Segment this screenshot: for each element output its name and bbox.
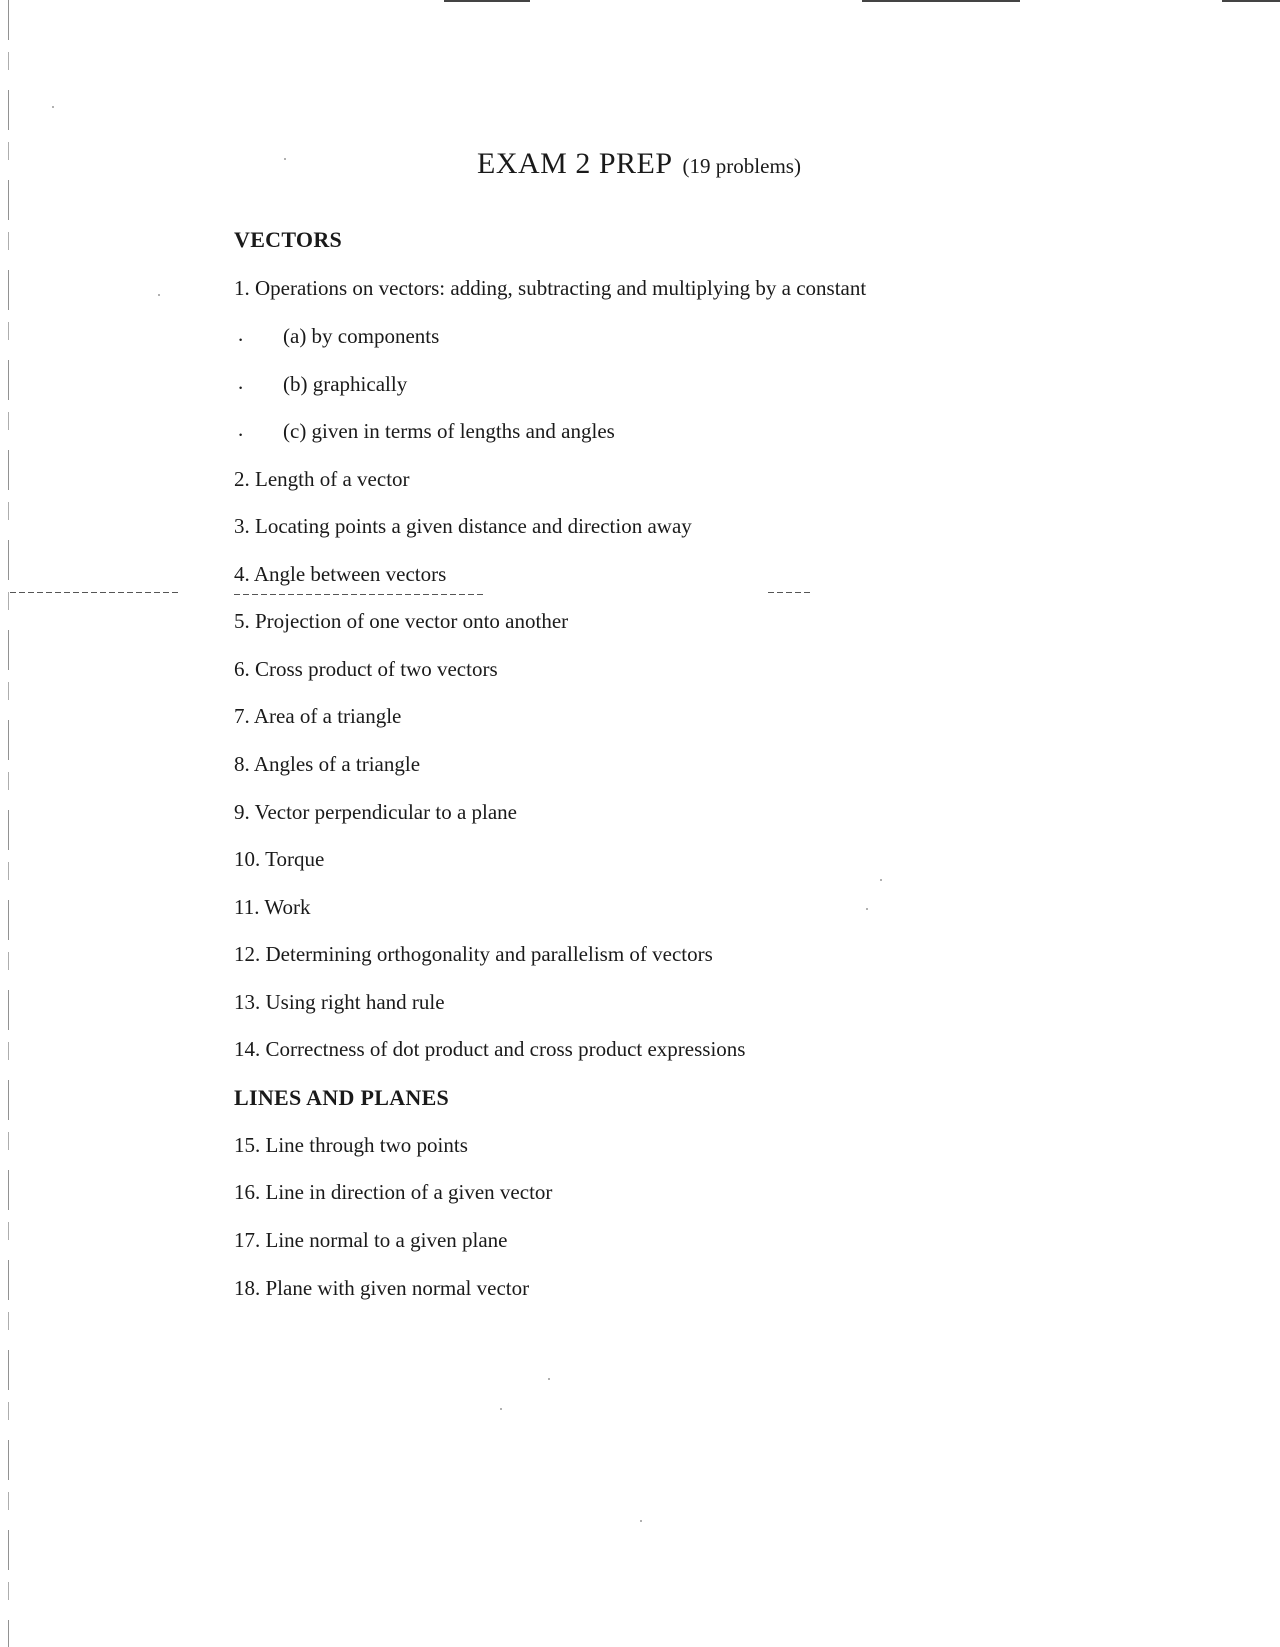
- bullet-dot: .: [238, 322, 244, 346]
- list-item: 9. Vector perpendicular to a plane: [234, 800, 517, 824]
- list-item: 8. Angles of a triangle: [234, 752, 421, 776]
- scan-top-mark: [444, 0, 530, 2]
- list-item: 13. Using right hand rule: [234, 990, 445, 1014]
- section-heading-lines-and-planes: LINES AND PLANES: [234, 1085, 450, 1110]
- list-item: 3. Locating points a given distance and direction away: [234, 514, 692, 538]
- list-item: 1. Operations on vectors: adding, subtracting and multiplying by a constant: [234, 276, 867, 300]
- list-item: 18. Plane with given normal vector: [234, 1276, 530, 1300]
- title-subtitle: (19 problems): [682, 154, 801, 178]
- scan-dash-mark: [768, 592, 812, 593]
- list-item: 2. Length of a vector: [234, 467, 410, 491]
- bullet-dot: .: [238, 370, 244, 394]
- list-item: 5. Projection of one vector onto another: [234, 609, 569, 633]
- bullet-dot: .: [238, 417, 244, 441]
- scan-speck: [500, 1408, 502, 1410]
- scan-dash-mark: [234, 594, 484, 595]
- page-title: [477, 147, 801, 181]
- title-main: EXAM 2 PREP: [477, 147, 673, 180]
- list-item: 14. Correctness of dot product and cross product expressions: [234, 1037, 746, 1061]
- scan-speck: [640, 1520, 642, 1522]
- list-item: 15. Line through two points: [234, 1133, 468, 1157]
- scan-speck: [52, 106, 54, 108]
- scan-speck: [880, 879, 882, 881]
- list-item: 7. Area of a triangle: [234, 704, 402, 728]
- list-item: 10. Torque: [234, 847, 325, 871]
- list-item: 4. Angle between vectors: [234, 562, 447, 586]
- scan-speck: [548, 1378, 550, 1380]
- scan-top-mark: [1222, 0, 1280, 2]
- scan-speck: [866, 908, 868, 910]
- scan-dash-mark: [10, 592, 180, 593]
- list-item: 16. Line in direction of a given vector: [234, 1180, 553, 1204]
- list-item: 11. Work: [234, 895, 311, 919]
- list-subitem: (b) graphically: [283, 372, 408, 396]
- list-item: 12. Determining orthogonality and parallelism of vectors: [234, 942, 713, 966]
- scan-edge-line: [8, 0, 9, 1647]
- list-item: 6. Cross product of two vectors: [234, 657, 498, 681]
- scan-speck: [158, 294, 160, 296]
- list-subitem: (a) by components: [283, 324, 440, 348]
- scan-top-mark: [862, 0, 1020, 2]
- list-subitem: (c) given in terms of lengths and angles: [283, 419, 615, 443]
- list-item: 17. Line normal to a given plane: [234, 1228, 508, 1252]
- scan-speck: [284, 158, 286, 160]
- section-heading-vectors: VECTORS: [234, 227, 343, 252]
